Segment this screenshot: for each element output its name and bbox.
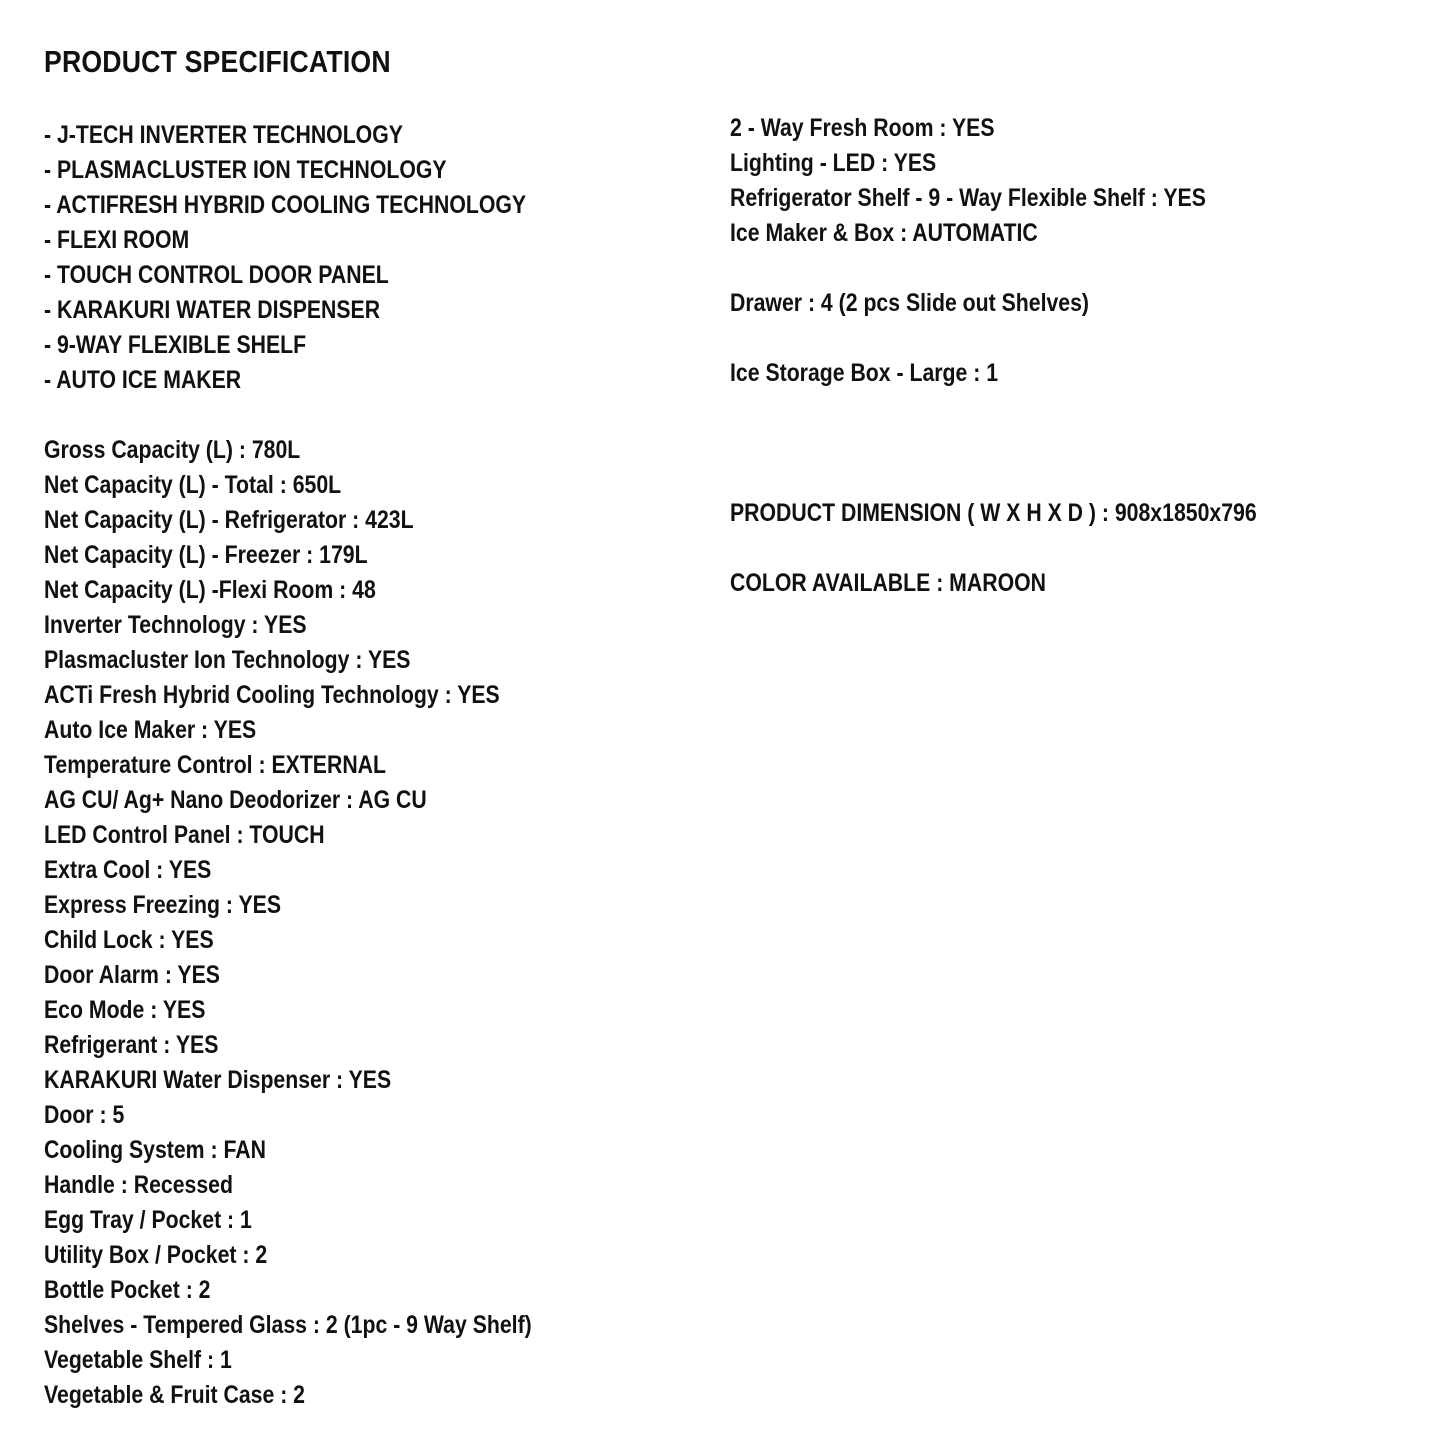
spec-item: ACTi Fresh Hybrid Cooling Technology : YES [44,681,500,709]
spec-item: 2 - Way Fresh Room : YES [730,114,995,142]
feature-list [44,118,532,398]
spec-item: AG CU/ Ag+ Nano Deodorizer : AG CU [44,786,427,814]
spec-item: Lighting - LED : YES [730,149,937,177]
page-title: PRODUCT SPECIFICATION [44,44,391,79]
spec-item: Net Capacity (L) - Total : 650L [44,471,342,499]
ice-storage-spec: Ice Storage Box - Large : 1 [730,359,999,387]
spec-item: Utility Box / Pocket : 2 [44,1241,268,1269]
spec-item: Express Freezing : YES [44,891,282,919]
spec-item: Gross Capacity (L) : 780L [44,436,301,464]
spec-item: Net Capacity (L) -Flexi Room : 48 [44,576,376,604]
spec-item: Net Capacity (L) - Refrigerator : 423L [44,506,414,534]
spec-item: Inverter Technology : YES [44,611,307,639]
spec-item: Plasmacluster Ion Technology : YES [44,646,411,674]
feature-item: - PLASMACLUSTER ION TECHNOLOGY [44,156,447,184]
spec-item: Vegetable Shelf : 1 [44,1346,232,1374]
spec-item: KARAKURI Water Dispenser : YES [44,1066,392,1094]
spec-item: Door : 5 [44,1101,125,1129]
feature-item: - AUTO ICE MAKER [44,366,242,394]
spec-item: Child Lock : YES [44,926,214,954]
spec-item: Refrigerator Shelf - 9 - Way Flexible Shelf : YES [730,184,1206,212]
spec-item: Temperature Control : EXTERNAL [44,751,386,779]
spec-list [44,433,532,1413]
feature-item: - 9-WAY FLEXIBLE SHELF [44,331,307,359]
right-spec-list [730,111,1257,251]
spec-item: Shelves - Tempered Glass : 2 (1pc - 9 Way Shelf) [44,1311,532,1339]
right-column [730,111,1257,601]
spec-item: Handle : Recessed [44,1171,233,1199]
spec-item: Vegetable & Fruit Case : 2 [44,1381,305,1409]
spec-item: LED Control Panel : TOUCH [44,821,325,849]
color-available: COLOR AVAILABLE : MAROON [730,569,1046,597]
feature-item: - ACTIFRESH HYBRID COOLING TECHNOLOGY [44,191,527,219]
feature-item: - FLEXI ROOM [44,226,190,254]
drawer-spec: Drawer : 4 (2 pcs Slide out Shelves) [730,289,1090,317]
spec-item: Refrigerant : YES [44,1031,219,1059]
product-dimension: PRODUCT DIMENSION ( W X H X D ) : 908x1850x796 [730,499,1257,527]
spec-item: Eco Mode : YES [44,996,206,1024]
spec-item: Net Capacity (L) - Freezer : 179L [44,541,368,569]
spec-item: Door Alarm : YES [44,961,220,989]
spec-item: Cooling System : FAN [44,1136,266,1164]
spec-item: Extra Cool : YES [44,856,212,884]
spec-item: Bottle Pocket : 2 [44,1276,211,1304]
feature-item: - TOUCH CONTROL DOOR PANEL [44,261,389,289]
spec-item: Auto Ice Maker : YES [44,716,257,744]
spec-item: Ice Maker & Box : AUTOMATIC [730,219,1038,247]
feature-item: - J-TECH INVERTER TECHNOLOGY [44,121,403,149]
feature-item: - KARAKURI WATER DISPENSER [44,296,381,324]
spec-item: Egg Tray / Pocket : 1 [44,1206,252,1234]
left-column [44,118,532,1413]
